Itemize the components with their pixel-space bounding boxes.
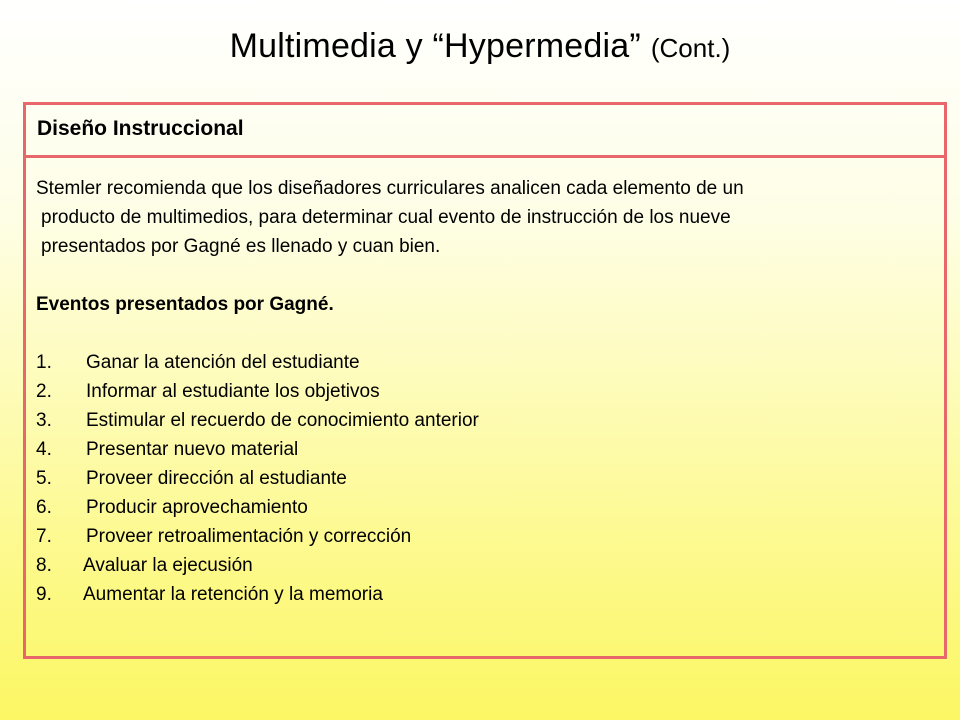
list-item-text: Ganar la atención del estudiante [86,352,360,373]
list-item-number: 2. [36,381,52,402]
list-item-number: 5. [36,468,52,489]
list-item [36,406,934,435]
list-item-text: Proveer dirección al estudiante [86,468,347,489]
events-list [36,348,934,609]
list-item-number: 6. [36,497,52,518]
list-item-number: 7. [36,526,52,547]
content-box [23,102,947,659]
list-item [36,348,934,377]
list-item-text: Avaluar la ejecusión [83,555,253,576]
intro-line-2: producto de multimedios, para determinar cual evento de instrucción de los nueve [41,207,731,228]
box-body [26,158,944,609]
list-item [36,435,934,464]
list-item-text: Producir aprovechamiento [86,497,308,518]
list-item-text: Proveer retroalimentación y corrección [86,526,412,547]
intro-line-1: Stemler recomienda que los diseñadores curriculares analicen cada elemento de un [36,178,744,199]
slide-title-suffix: (Cont.) [650,33,731,63]
slide-title-main: Multimedia y “Hypermedia” [229,27,641,65]
slide-title [0,24,960,70]
list-item-text: Aumentar la retención y la memoria [83,584,383,605]
list-item-text: Informar al estudiante los objetivos [86,381,380,402]
list-item [36,522,934,551]
list-item-number: 8. [36,555,52,576]
list-item [36,464,934,493]
list-item [36,377,934,406]
list-item-number: 1. [36,352,52,373]
intro-paragraph [36,174,934,261]
list-item [36,551,934,580]
intro-line-3: presentados por Gagné es llenado y cuan bien. [41,236,441,257]
list-item-number: 9. [36,584,52,605]
list-item-text: Presentar nuevo material [86,439,299,460]
box-header: Diseño Instruccional [26,105,944,158]
list-item [36,493,934,522]
list-item-number: 3. [36,410,52,431]
list-item [36,580,934,609]
events-heading: Eventos presentados por Gagné. [36,294,334,315]
list-item-number: 4. [36,439,52,460]
list-item-text: Estimular el recuerdo de conocimiento anterior [86,410,479,431]
